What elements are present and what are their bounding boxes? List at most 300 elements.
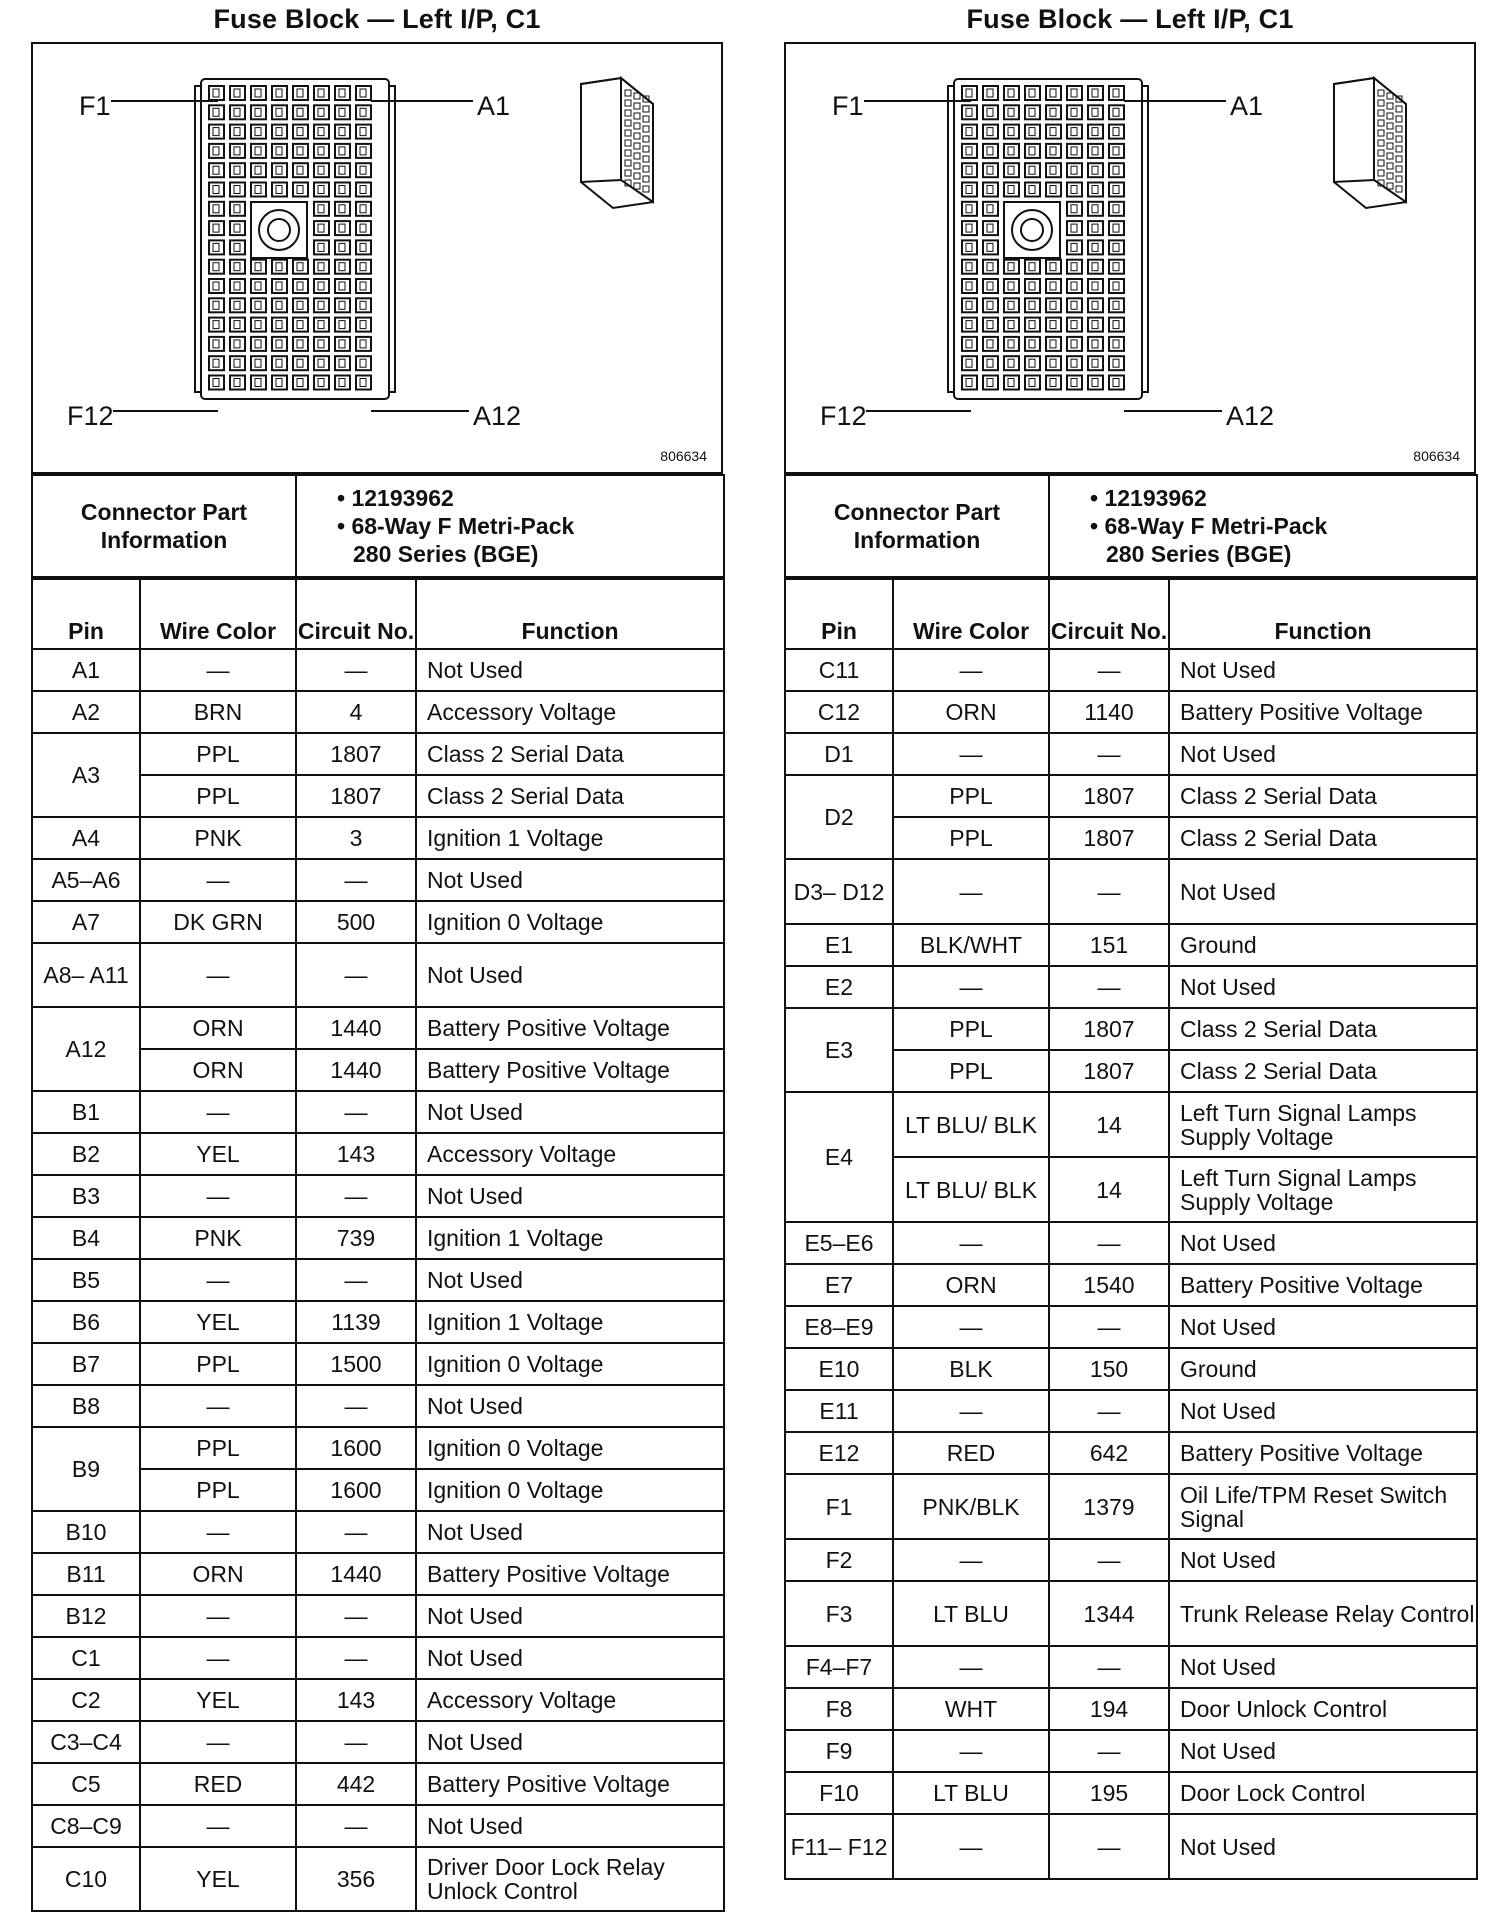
function-cell: Not Used xyxy=(1169,649,1477,691)
pin-cavity-detail xyxy=(318,282,324,290)
pin-cavity xyxy=(209,356,224,370)
circuit-cell: — xyxy=(1049,859,1169,924)
pin-cavity-detail xyxy=(297,359,303,367)
pin-cavity xyxy=(1109,337,1124,351)
pin-cavity xyxy=(1004,279,1019,293)
circuit-cell: — xyxy=(296,1637,416,1679)
pin-cavity-detail xyxy=(339,340,345,348)
pin-cavity xyxy=(983,202,998,216)
iso-cavity xyxy=(643,166,649,172)
iso-front-face xyxy=(581,78,621,182)
iso-cavity xyxy=(643,156,649,162)
pin-cavity-detail xyxy=(987,340,993,348)
pin-cavity xyxy=(209,86,224,100)
circuit-cell: — xyxy=(296,1595,416,1637)
pin-cavity-detail xyxy=(1113,282,1119,290)
pin-cavity xyxy=(1067,318,1082,332)
circuit-cell: 1807 xyxy=(1049,775,1169,817)
pin-cavity xyxy=(335,105,350,119)
pin-cavity xyxy=(230,337,245,351)
pin-cavity xyxy=(230,105,245,119)
connector-info-value xyxy=(296,475,724,577)
pin-cavity-detail xyxy=(255,321,261,329)
circuit-cell: 1807 xyxy=(1049,817,1169,859)
pin-cavity xyxy=(230,318,245,332)
pin-cavity xyxy=(209,260,224,274)
pin-cavity-detail xyxy=(234,282,240,290)
pin-cavity xyxy=(1046,356,1061,370)
pin-cavity-detail xyxy=(1113,186,1119,194)
pin-cell: F8 xyxy=(785,1688,893,1730)
pin-cavity-detail xyxy=(339,301,345,309)
pin-cavity xyxy=(272,298,287,312)
pin-cavity-detail xyxy=(987,379,993,387)
pin-cavity-detail xyxy=(360,379,366,387)
pin-cavity-detail xyxy=(1071,166,1077,174)
pin-cavity xyxy=(1088,356,1103,370)
table-row xyxy=(32,1721,724,1763)
table-row xyxy=(785,649,1477,691)
pin-cavity-detail xyxy=(1029,166,1035,174)
pin-cavity-detail xyxy=(276,186,282,194)
wire-color-cell: LT BLU/ BLK xyxy=(893,1157,1049,1222)
pin-cavity xyxy=(962,183,977,197)
pin-cavity-detail xyxy=(360,243,366,251)
function-cell: Oil Life/TPM Reset Switch Signal xyxy=(1169,1474,1477,1539)
iso-cavity xyxy=(1378,140,1384,146)
pin-cavity xyxy=(1046,337,1061,351)
wire-color-cell: YEL xyxy=(140,1847,296,1911)
pin-cavity xyxy=(314,260,329,274)
circuit-cell: 195 xyxy=(1049,1772,1169,1814)
table-row xyxy=(785,1539,1477,1581)
function-cell: Not Used xyxy=(416,649,724,691)
table-row xyxy=(785,1646,1477,1688)
header-function: Function xyxy=(416,579,724,649)
pin-cavity xyxy=(983,86,998,100)
pin-cavity xyxy=(1025,105,1040,119)
function-cell: Class 2 Serial Data xyxy=(1169,1050,1477,1092)
connector-part-number: • 12193962 xyxy=(1090,485,1207,511)
pin-cavity xyxy=(1109,105,1124,119)
pin-cavity xyxy=(230,202,245,216)
pin-cavity xyxy=(356,279,371,293)
pin-cell: F3 xyxy=(785,1581,893,1646)
pin-cavity xyxy=(1109,183,1124,197)
function-cell: Class 2 Serial Data xyxy=(416,775,724,817)
pin-cavity xyxy=(230,376,245,390)
pin-cavity-detail xyxy=(234,108,240,116)
iso-cavity xyxy=(1396,106,1402,112)
pin-cavity xyxy=(209,376,224,390)
pin-cell: A4 xyxy=(32,817,140,859)
wire-color-cell: ORN xyxy=(140,1049,296,1091)
circuit-cell: 1440 xyxy=(296,1553,416,1595)
pin-cavity-detail xyxy=(360,89,366,97)
pin-cavity xyxy=(1025,163,1040,177)
pin-cavity-detail xyxy=(987,301,993,309)
pin-cell: A1 xyxy=(32,649,140,691)
pin-cavity xyxy=(272,144,287,158)
pin-cavity-detail xyxy=(255,282,261,290)
pin-cavity-detail xyxy=(1029,128,1035,136)
pin-cavity-detail xyxy=(1029,263,1035,271)
table-row xyxy=(785,733,1477,775)
pin-cavity xyxy=(272,376,287,390)
pin-cavity xyxy=(272,318,287,332)
pin-cell: B4 xyxy=(32,1217,140,1259)
function-cell: Not Used xyxy=(416,859,724,901)
pin-cavity xyxy=(1067,279,1082,293)
pin-cell: A3 xyxy=(32,733,140,817)
pin-cavity-detail xyxy=(297,263,303,271)
pin-cavity-detail xyxy=(360,282,366,290)
table-row xyxy=(32,817,724,859)
pin-cavity xyxy=(1067,125,1082,139)
pin-cavity-detail xyxy=(360,359,366,367)
wire-color-cell: WHT xyxy=(893,1688,1049,1730)
pin-cavity-detail xyxy=(276,301,282,309)
pin-cavity xyxy=(1025,337,1040,351)
pin-cavity-detail xyxy=(1029,321,1035,329)
right-panel xyxy=(784,0,1476,1880)
function-cell: Trunk Release Relay Control xyxy=(1169,1581,1477,1646)
circuit-cell: 1344 xyxy=(1049,1581,1169,1646)
pin-label-a1: A1 xyxy=(1230,91,1264,121)
pin-cavity xyxy=(962,279,977,293)
connector-rail-left xyxy=(195,86,201,392)
pin-cavity xyxy=(272,86,287,100)
pin-cavity xyxy=(230,298,245,312)
pin-cavity xyxy=(230,279,245,293)
pin-cavity xyxy=(1004,144,1019,158)
circuit-cell: — xyxy=(1049,1730,1169,1772)
pin-cavity xyxy=(983,105,998,119)
pin-cavity xyxy=(962,356,977,370)
pin-cavity xyxy=(293,163,308,177)
wire-color-cell: — xyxy=(140,1091,296,1133)
connector-boss-center xyxy=(268,219,290,241)
connector-boss-center xyxy=(1021,219,1043,241)
pin-cavity-detail xyxy=(966,108,972,116)
pin-cell: B2 xyxy=(32,1133,140,1175)
wire-color-cell: RED xyxy=(893,1432,1049,1474)
pin-cell: E11 xyxy=(785,1390,893,1432)
table-row xyxy=(785,1264,1477,1306)
function-cell: Not Used xyxy=(1169,1390,1477,1432)
pin-cavity-detail xyxy=(339,205,345,213)
pin-cavity-detail xyxy=(360,340,366,348)
pin-cavity-detail xyxy=(1113,224,1119,232)
pin-cavity-detail xyxy=(339,128,345,136)
header-pin: Pin xyxy=(785,579,893,649)
pin-cavity-detail xyxy=(1050,147,1056,155)
pin-cavity-detail xyxy=(1008,89,1014,97)
pin-cavity xyxy=(314,183,329,197)
table-row xyxy=(32,1301,724,1343)
wire-color-cell: — xyxy=(893,1814,1049,1879)
table-row xyxy=(32,733,724,775)
circuit-cell: 1139 xyxy=(296,1301,416,1343)
pin-cavity xyxy=(251,105,266,119)
pin-cavity xyxy=(1109,163,1124,177)
iso-cavity xyxy=(1387,163,1393,169)
pin-cavity-detail xyxy=(1113,379,1119,387)
pin-cavity xyxy=(1067,221,1082,235)
pin-cavity xyxy=(1109,125,1124,139)
connector-info-label: Connector Part Information xyxy=(785,475,1049,577)
wire-color-cell: — xyxy=(140,1805,296,1847)
pin-cavity xyxy=(335,125,350,139)
pin-cavity xyxy=(983,318,998,332)
pin-cell: B9 xyxy=(32,1427,140,1511)
iso-cavity xyxy=(634,103,640,109)
pin-cavity-detail xyxy=(1092,186,1098,194)
pin-label-a12: A12 xyxy=(473,401,522,431)
pin-cavity xyxy=(356,298,371,312)
pin-cavity-detail xyxy=(318,321,324,329)
circuit-cell: — xyxy=(296,859,416,901)
pin-cavity xyxy=(335,318,350,332)
pin-cavity-detail xyxy=(339,147,345,155)
pin-cavity-detail xyxy=(234,128,240,136)
pin-cavity-detail xyxy=(987,205,993,213)
pin-cell: A8– A11 xyxy=(32,943,140,1007)
circuit-cell: 1807 xyxy=(296,733,416,775)
pin-cavity xyxy=(1067,337,1082,351)
pin-cavity-detail xyxy=(234,379,240,387)
pin-cavity xyxy=(1067,240,1082,254)
pin-cavity xyxy=(1025,144,1040,158)
function-cell: Class 2 Serial Data xyxy=(1169,775,1477,817)
wire-color-cell: PNK xyxy=(140,1217,296,1259)
pin-cavity xyxy=(251,298,266,312)
iso-cavity xyxy=(1387,103,1393,109)
pin-cavity xyxy=(230,86,245,100)
pin-cavity xyxy=(1004,260,1019,274)
pin-cavity-detail xyxy=(1029,186,1035,194)
circuit-cell: 4 xyxy=(296,691,416,733)
table-row xyxy=(32,691,724,733)
pin-cell: B7 xyxy=(32,1343,140,1385)
function-cell: Not Used xyxy=(416,1805,724,1847)
circuit-cell: 194 xyxy=(1049,1688,1169,1730)
pin-cavity xyxy=(209,202,224,216)
pin-cell: B6 xyxy=(32,1301,140,1343)
wire-color-cell: PPL xyxy=(893,775,1049,817)
function-cell: Not Used xyxy=(1169,1646,1477,1688)
function-cell: Battery Positive Voltage xyxy=(1169,1432,1477,1474)
pin-cavity xyxy=(1088,125,1103,139)
pin-cavity xyxy=(209,279,224,293)
wire-color-cell: — xyxy=(140,649,296,691)
pin-cavity-detail xyxy=(1113,301,1119,309)
pin-cavity xyxy=(356,240,371,254)
pin-cavity-detail xyxy=(318,108,324,116)
pin-cavity xyxy=(962,337,977,351)
pin-cavity-detail xyxy=(1113,128,1119,136)
circuit-cell: 1807 xyxy=(1049,1050,1169,1092)
pin-cavity xyxy=(1004,318,1019,332)
pin-cavity-detail xyxy=(1113,147,1119,155)
pin-cavity xyxy=(209,318,224,332)
pin-cell: D1 xyxy=(785,733,893,775)
circuit-cell: 1500 xyxy=(296,1343,416,1385)
pin-cell: F10 xyxy=(785,1772,893,1814)
function-cell: Not Used xyxy=(416,1091,724,1133)
pin-cavity-detail xyxy=(339,224,345,232)
pin-cavity xyxy=(962,86,977,100)
pin-cavity xyxy=(1004,86,1019,100)
pin-cavity xyxy=(293,318,308,332)
pin-cavity-detail xyxy=(255,359,261,367)
pin-cavity xyxy=(1109,240,1124,254)
pin-cavity xyxy=(356,125,371,139)
iso-cavity xyxy=(1387,173,1393,179)
wire-color-cell: YEL xyxy=(140,1301,296,1343)
iso-cavity xyxy=(625,150,631,156)
pin-cavity-detail xyxy=(1071,301,1077,309)
circuit-cell: 642 xyxy=(1049,1432,1169,1474)
pin-cavity-detail xyxy=(297,186,303,194)
pin-cavity-detail xyxy=(318,147,324,155)
circuit-cell: — xyxy=(296,1385,416,1427)
function-cell: Not Used xyxy=(1169,1222,1477,1264)
pin-cell: F1 xyxy=(785,1474,893,1539)
pin-cavity-detail xyxy=(1029,147,1035,155)
pin-cavity-detail xyxy=(987,243,993,251)
pin-cell: A5–A6 xyxy=(32,859,140,901)
pin-cell: E8–E9 xyxy=(785,1306,893,1348)
iso-cavity xyxy=(643,106,649,112)
pin-cavity xyxy=(272,260,287,274)
pin-cavity xyxy=(335,183,350,197)
table-row xyxy=(785,1222,1477,1264)
connector-rail-left xyxy=(948,86,954,392)
figure-reference-number: 806634 xyxy=(660,448,707,464)
iso-cavity xyxy=(1387,113,1393,119)
table-row xyxy=(32,1553,724,1595)
pin-cavity-detail xyxy=(234,321,240,329)
pin-cavity xyxy=(1088,279,1103,293)
circuit-cell: 143 xyxy=(296,1133,416,1175)
pin-cavity-detail xyxy=(255,186,261,194)
pin-cavity xyxy=(314,86,329,100)
pin-cavity xyxy=(1088,337,1103,351)
iso-outline xyxy=(581,78,653,208)
function-cell: Ignition 1 Voltage xyxy=(416,817,724,859)
pin-cavity-detail xyxy=(1092,379,1098,387)
pin-cell: E12 xyxy=(785,1432,893,1474)
table-row xyxy=(785,1092,1477,1157)
pin-cavity xyxy=(209,337,224,351)
pin-cell: E5–E6 xyxy=(785,1222,893,1264)
pin-cavity-detail xyxy=(213,263,219,271)
pin-cell: D3– D12 xyxy=(785,859,893,924)
wire-color-cell: PPL xyxy=(140,733,296,775)
pin-cavity xyxy=(1088,144,1103,158)
pin-cavity-detail xyxy=(297,108,303,116)
function-cell: Ignition 0 Voltage xyxy=(416,1427,724,1469)
pin-cavity xyxy=(1088,240,1103,254)
pin-cavity xyxy=(293,356,308,370)
pin-cavity-detail xyxy=(339,282,345,290)
pin-cavity-detail xyxy=(318,263,324,271)
pin-cavity-detail xyxy=(213,359,219,367)
connector-info-table xyxy=(31,474,725,578)
pin-cavity xyxy=(1109,260,1124,274)
pin-cavity-detail xyxy=(360,321,366,329)
pin-cavity-detail xyxy=(213,243,219,251)
pin-cavity-detail xyxy=(213,321,219,329)
function-cell: Door Lock Control xyxy=(1169,1772,1477,1814)
pin-cavity-detail xyxy=(966,379,972,387)
pin-cavity xyxy=(1067,86,1082,100)
wire-color-cell: LT BLU/ BLK xyxy=(893,1092,1049,1157)
pin-cavity-detail xyxy=(1008,301,1014,309)
iso-cavity xyxy=(1378,120,1384,126)
iso-cavity xyxy=(1378,150,1384,156)
table-row xyxy=(32,901,724,943)
pin-cell: A12 xyxy=(32,1007,140,1091)
pin-cavity xyxy=(1025,279,1040,293)
wire-color-cell: — xyxy=(140,1595,296,1637)
pin-cavity xyxy=(1067,260,1082,274)
circuit-cell: 14 xyxy=(1049,1157,1169,1222)
function-cell: Door Unlock Control xyxy=(1169,1688,1477,1730)
circuit-cell: 1600 xyxy=(296,1469,416,1511)
pin-cavity-detail xyxy=(276,282,282,290)
pin-cavity-detail xyxy=(987,108,993,116)
pin-cavity-detail xyxy=(339,359,345,367)
iso-cavity xyxy=(625,110,631,116)
function-cell: Ignition 1 Voltage xyxy=(416,1301,724,1343)
wire-color-cell: BLK xyxy=(893,1348,1049,1390)
pin-cavity xyxy=(293,376,308,390)
table-row xyxy=(785,1581,1477,1646)
pin-cavity-detail xyxy=(360,147,366,155)
function-cell: Not Used xyxy=(416,1385,724,1427)
pin-cavity-detail xyxy=(213,166,219,174)
iso-cavity xyxy=(1378,160,1384,166)
pin-cavity xyxy=(983,125,998,139)
pin-cavity-detail xyxy=(1071,224,1077,232)
connector-rail-right xyxy=(389,86,395,392)
pin-cavity-detail xyxy=(297,166,303,174)
pin-cavity-detail xyxy=(276,128,282,136)
pin-cavity xyxy=(272,163,287,177)
pin-cavity xyxy=(251,183,266,197)
iso-cavity xyxy=(1378,130,1384,136)
pin-cavity xyxy=(1067,183,1082,197)
function-cell: Not Used xyxy=(1169,1306,1477,1348)
pin-cavity xyxy=(1109,221,1124,235)
pin-cavity-detail xyxy=(987,186,993,194)
pin-cavity xyxy=(1109,298,1124,312)
pin-cavity xyxy=(1025,260,1040,274)
pin-cavity xyxy=(1067,105,1082,119)
pin-cavity-detail xyxy=(297,147,303,155)
pin-cavity-detail xyxy=(966,147,972,155)
pin-cavity-detail xyxy=(276,108,282,116)
pin-cavity xyxy=(272,183,287,197)
circuit-cell: — xyxy=(296,1805,416,1847)
pin-cavity-detail xyxy=(966,166,972,174)
pin-cavity xyxy=(1046,105,1061,119)
pin-cavity xyxy=(314,356,329,370)
function-cell: Left Turn Signal Lamps Supply Voltage xyxy=(1169,1157,1477,1222)
pin-cavity xyxy=(251,125,266,139)
